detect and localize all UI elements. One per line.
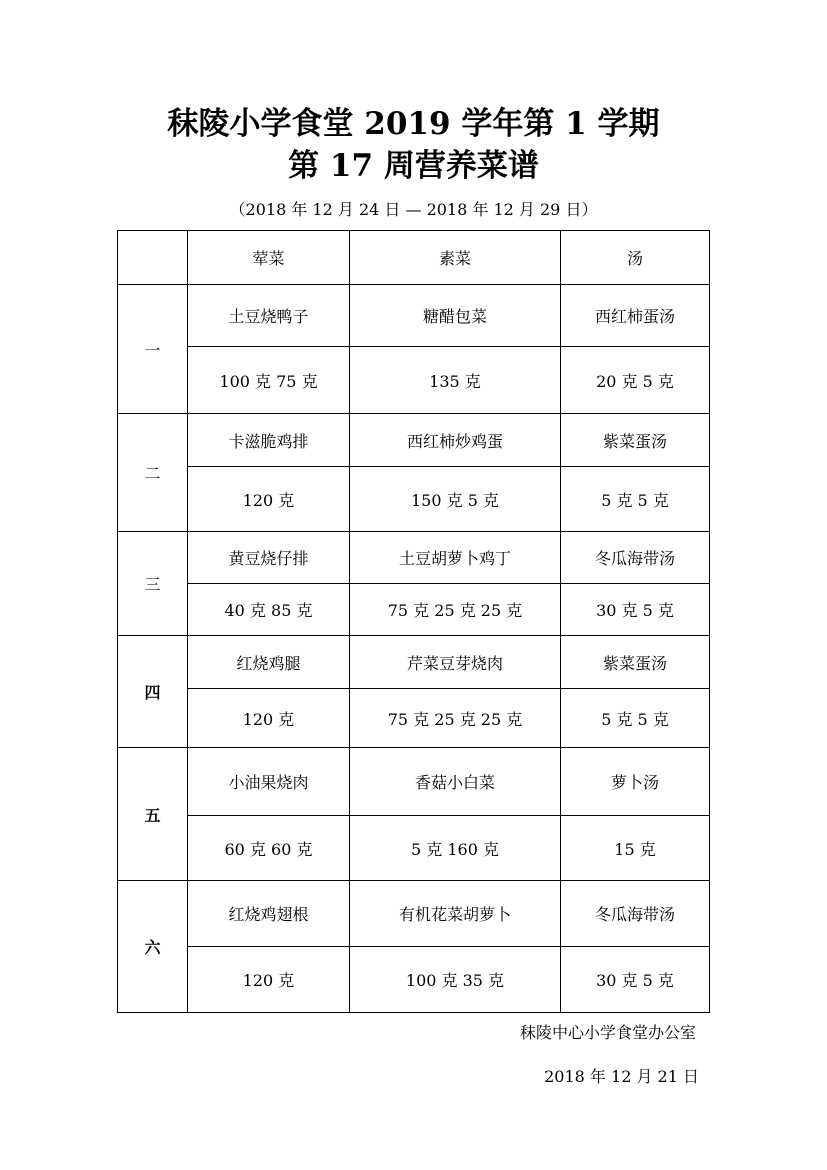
meat-quantity: 40 克 85 克 [188, 584, 350, 636]
table-row [118, 467, 710, 532]
soup-dish: 萝卜汤 [561, 748, 710, 816]
soup-dish: 紫菜蛋汤 [561, 636, 710, 689]
veg-dish: 有机花菜胡萝卜 [350, 881, 561, 947]
soup-dish: 紫菜蛋汤 [561, 414, 710, 467]
soup-quantity: 20 克 5 克 [561, 347, 710, 414]
issue-date: 2018 年 12 月 21 日 [544, 1067, 699, 1086]
header-meat: 荤菜 [188, 231, 350, 285]
veg-quantity: 75 克 25 克 25 克 [350, 584, 561, 636]
meat-quantity: 120 克 [188, 689, 350, 748]
veg-quantity: 75 克 25 克 25 克 [350, 689, 561, 748]
veg-dish: 香菇小白菜 [350, 748, 561, 816]
table-row [118, 881, 710, 947]
header-day [118, 231, 188, 285]
day-label: 二 [118, 414, 188, 532]
veg-quantity: 150 克 5 克 [350, 467, 561, 532]
table-row [118, 285, 710, 347]
soup-quantity: 5 克 5 克 [561, 689, 710, 748]
table-row [118, 584, 710, 636]
table-row [118, 816, 710, 881]
soup-dish: 冬瓜海带汤 [561, 881, 710, 947]
document-title: 秣陵小学食堂 2019 学年第 1 学期 [167, 106, 660, 142]
meat-dish: 红烧鸡翅根 [188, 881, 350, 947]
soup-quantity: 30 克 5 克 [561, 584, 710, 636]
meat-quantity: 120 克 [188, 947, 350, 1013]
date-range: （2018 年 12 月 24 日 — 2018 年 12 月 29 日） [229, 200, 598, 219]
table-row [118, 414, 710, 467]
header-soup: 汤 [561, 231, 710, 285]
day-label: 六 [118, 881, 188, 1013]
menu-table [117, 230, 710, 1013]
day-label: 五 [118, 748, 188, 881]
meat-dish: 黄豆烧仔排 [188, 532, 350, 584]
soup-quantity: 5 克 5 克 [561, 467, 710, 532]
day-label: 三 [118, 532, 188, 636]
meat-dish: 红烧鸡腿 [188, 636, 350, 689]
meat-dish: 小油果烧肉 [188, 748, 350, 816]
veg-quantity: 135 克 [350, 347, 561, 414]
table-row [118, 748, 710, 816]
table-row [118, 636, 710, 689]
soup-dish: 西红柿蛋汤 [561, 285, 710, 347]
table-row [118, 947, 710, 1013]
meat-dish: 卡滋脆鸡排 [188, 414, 350, 467]
meat-quantity: 60 克 60 克 [188, 816, 350, 881]
soup-quantity: 30 克 5 克 [561, 947, 710, 1013]
day-label: 一 [118, 285, 188, 414]
soup-dish: 冬瓜海带汤 [561, 532, 710, 584]
veg-dish: 芹菜豆芽烧肉 [350, 636, 561, 689]
table-row [118, 689, 710, 748]
veg-quantity: 5 克 160 克 [350, 816, 561, 881]
veg-dish: 土豆胡萝卜鸡丁 [350, 532, 561, 584]
meat-dish: 土豆烧鸭子 [188, 285, 350, 347]
day-label: 四 [118, 636, 188, 748]
veg-dish: 糖醋包菜 [350, 285, 561, 347]
document-subtitle: 第 17 周营养菜谱 [288, 148, 539, 184]
soup-quantity: 15 克 [561, 816, 710, 881]
table-row [118, 347, 710, 414]
veg-quantity: 100 克 35 克 [350, 947, 561, 1013]
table-row [118, 532, 710, 584]
table-header-row [118, 231, 710, 285]
issuing-office: 秣陵中心小学食堂办公室 [519, 1023, 696, 1042]
veg-dish: 西红柿炒鸡蛋 [350, 414, 561, 467]
meat-quantity: 100 克 75 克 [188, 347, 350, 414]
header-veg: 素菜 [350, 231, 561, 285]
meat-quantity: 120 克 [188, 467, 350, 532]
